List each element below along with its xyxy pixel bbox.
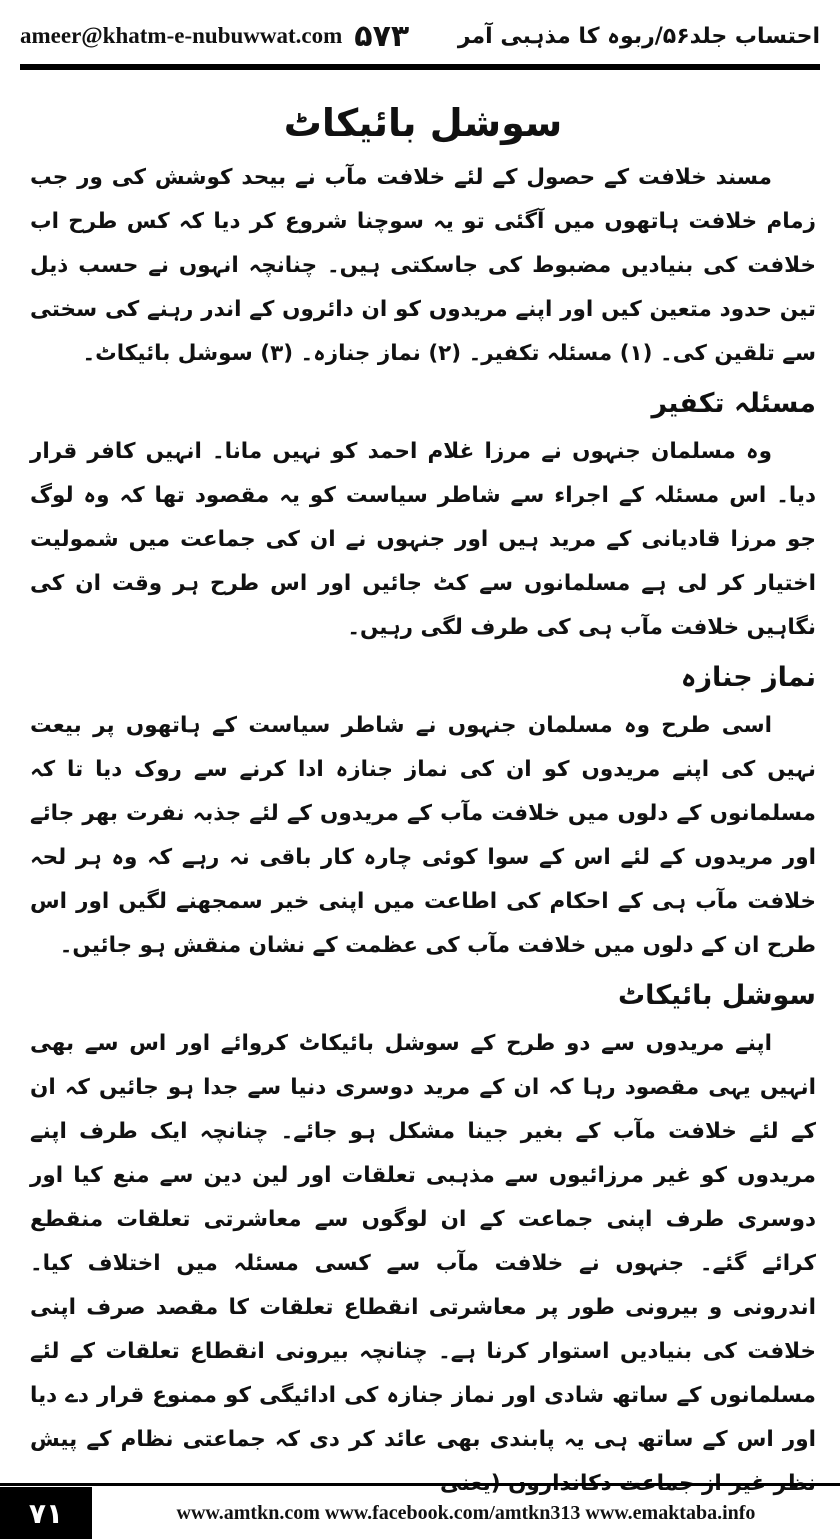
header-page-number: ۵۷۳	[354, 18, 410, 54]
header-rule	[20, 64, 820, 70]
page-footer	[0, 1483, 840, 1540]
page-title: سوشل بائیکاٹ	[283, 101, 563, 145]
janaza-paragraph: اسی طرح وہ مسلمان جنہوں نے شاطر سیاست کے ہاتھوں پر بیعت نہیں کی اپنے مریدوں کو ان کی نماز جنازہ ادا کرنے سے روک دیا تا کہ مسلمانوں کے دلوں میں خلافت مآب کے مریدوں کے لئے جذبہ نفرت بھر جائے اور مریدوں کے لئے اس کے سوا کوئی چارہ کار باقی نہ رہے کہ وہ ہر لحہ خلافت مآب ہی کے احکام کی اطاعت میں اپنی خیر سمجھنے لگیں اور اس طرح ان کے دلوں میں خلافت مآب کی عظمت کے نشان منقش ہو جائیں۔	[30, 713, 816, 958]
header-left	[20, 19, 409, 54]
footer-page-number: ۷۱	[0, 1487, 92, 1539]
section-heading-boycott: سوشل بائیکاٹ	[618, 980, 816, 1011]
page-header	[20, 14, 820, 58]
takfir-paragraph: وہ مسلمان جنہوں نے مرزا غلام احمد کو نہیں مانا۔ انہیں کافر قرار دیا۔ اس مسئلہ کے اجراء سے شاطر سیاست کو یہ مقصود تھا کہ وہ لوگ جو مرزا قادیانی کے مرید ہیں اور جنہوں نے ان کی جماعت میں شمولیت اختیار کر لی ہے مسلمانوں سے کٹ جائیں اور اس طرح ہر وقت ان کی نگاہیں خلافت مآب ہی کی طرف لگی رہیں۔	[30, 439, 816, 640]
footer-links: www.amtkn.com www.facebook.com/amtkn313 www.emaktaba.info	[176, 1501, 756, 1524]
intro-paragraph: مسند خلافت کے حصول کے لئے خلافت مآب نے بیحد کوشش کی ور جب زمام خلافت ہاتھوں میں آگئی تو یہ سوچنا شروع کر دیا کہ کس طرح اب خلافت کی بنیادیں مضبوط کی جاسکتی ہیں۔ چنانچہ انہوں نے حسب ذیل تین حدود متعین کیں اور اپنے مریدوں کو ان دائروں کے اندر رہنے کی سختی سے تلقین کی۔ (۱) مسئلہ تکفیر۔ (۲) نماز جنازہ۔ (۳) سوشل بائیکاٹ۔	[30, 165, 816, 366]
page-body	[30, 90, 816, 1496]
header-email: ameer@khatm-e-nubuwwat.com	[20, 23, 343, 48]
section-heading-janaza: نماز جنازہ	[680, 662, 816, 693]
section-heading-takfir: مسئلہ تکفیر	[651, 388, 816, 419]
boycott-paragraph: اپنے مریدوں سے دو طرح کے سوشل بائیکاٹ کروائے اور اس سے بھی انہیں یہی مقصود رہا کہ ان کے مرید دوسری دنیا سے جدا ہو جائیں کہ ان کے لئے خلافت مآب کے بغیر جینا مشکل ہو جائے۔ چنانچہ ایک طرف اپنے مریدوں کو غیر مرزائیوں سے مذہبی تعلقات اور لین دین سے منع کیا اور دوسری طرف اپنی جماعت کے ان لوگوں سے معاشرتی تعلقات منقطع کرائے گئے۔ جنہوں نے خلافت مآب سے کسی مسئلہ میں اختلاف کیا۔ اندرونی و بیرونی طور پر معاشرتی انقطاع تعلقات کا مقصد صرف اپنی خلافت کی بنیادیں استوار کرنا ہے۔ چنانچہ بیرونی انقطاع تعلقات کے لئے مسلمانوں کے ساتھ شادی اور نماز جنازہ کی ادائیگی کو ممنوع قرار دے دیا اور اس کے ساتھ ہی یہ پابندی بھی عائد کر دی کہ جماعتی نظام کے پیش نظر غیر از جماعت دکانداروں (یعنی	[30, 1031, 816, 1496]
running-title: احتساب جلد۵۶/ربوہ کا مذہبی آمر	[457, 23, 820, 49]
